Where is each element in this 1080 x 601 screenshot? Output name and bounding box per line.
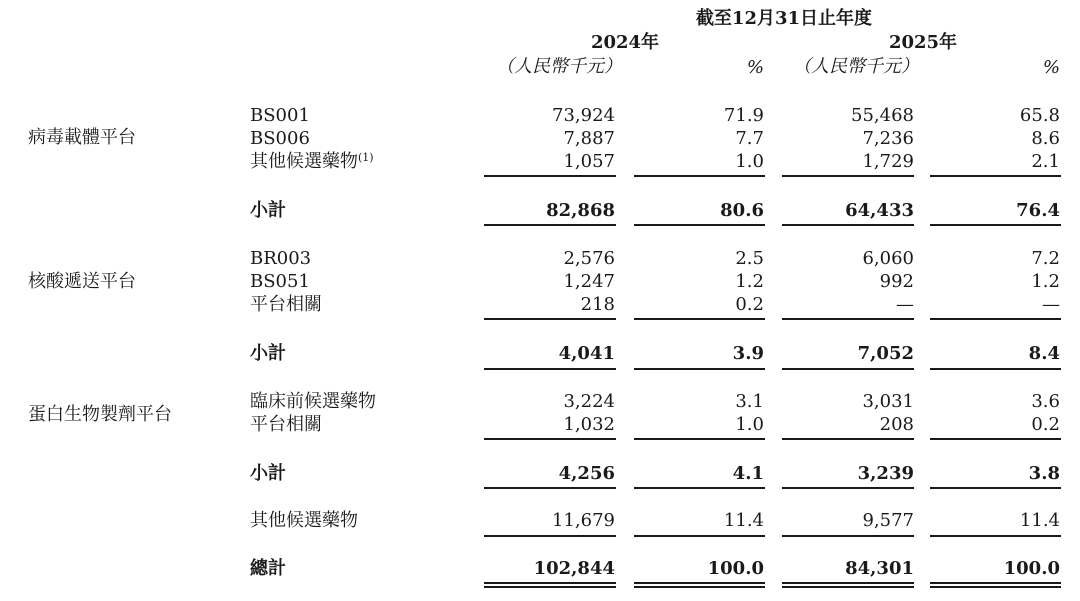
double-rule: [634, 582, 765, 584]
rule: [634, 487, 765, 489]
section-name: 蛋白生物製劑平台: [28, 404, 172, 425]
double-rule: [782, 582, 914, 584]
double-rule: [930, 582, 1061, 584]
cell-value: —: [896, 294, 914, 315]
rule: [634, 535, 765, 537]
cell-value: 55,468: [851, 105, 914, 126]
footnote-marker: (1): [358, 151, 374, 164]
cell-value: 1.0: [735, 151, 764, 172]
rule: [634, 318, 765, 320]
row-label: 平台相關: [250, 294, 322, 315]
cell-value: 1,729: [862, 151, 914, 172]
section-name: 病毒載體平台: [28, 127, 136, 148]
rule: [634, 175, 765, 177]
cell-value: 2.5: [735, 248, 764, 269]
row-label: [250, 151, 374, 173]
cell-value: 9,577: [862, 510, 914, 531]
cell-value: 3,239: [857, 463, 914, 484]
cell-value: 4,256: [558, 463, 615, 484]
cell-value: 992: [879, 271, 914, 292]
cell-value: 3.9: [732, 343, 764, 364]
pct-label-2024: %: [746, 57, 764, 78]
pct-label-2025: %: [1042, 57, 1060, 78]
cell-value: 11.4: [723, 510, 764, 531]
cell-value: 1,032: [563, 414, 615, 435]
cell-value: 1.2: [1031, 271, 1060, 292]
cell-value: 2.1: [1031, 151, 1060, 172]
cell-value: 82,868: [546, 200, 615, 221]
cell-value: 80.6: [720, 200, 764, 221]
cell-value: 7.7: [735, 128, 764, 149]
rule: [484, 175, 616, 177]
double-rule: [782, 586, 914, 588]
rule: [930, 438, 1061, 440]
cell-value: 3,031: [862, 391, 914, 412]
cell-value: 3.6: [1031, 391, 1060, 412]
cell-value: 0.2: [735, 294, 764, 315]
cell-value: 76.4: [1016, 200, 1060, 221]
unit-label-2025: （人民幣千元）: [793, 56, 919, 77]
year-2024-header: 2024年: [590, 32, 660, 53]
cell-value: 1,057: [563, 151, 615, 172]
row-label-text: 其他候選藥物: [250, 151, 358, 172]
row-label: 平台相關: [250, 414, 322, 435]
rule: [782, 224, 914, 226]
year-2025-header: 2025年: [888, 32, 958, 53]
cell-value: 100.0: [1003, 558, 1060, 579]
rule: [930, 535, 1061, 537]
double-rule: [930, 586, 1061, 588]
cell-value: 1.2: [735, 271, 764, 292]
cell-value: 2,576: [563, 248, 615, 269]
cell-value: 208: [879, 414, 914, 435]
cell-value: 65.8: [1019, 105, 1060, 126]
cell-value: 11.4: [1019, 510, 1060, 531]
cell-value: 4.1: [732, 463, 764, 484]
cell-value: 6,060: [862, 248, 914, 269]
cell-value: 1.0: [735, 414, 764, 435]
double-rule: [484, 586, 616, 588]
row-label: 其他候選藥物: [250, 510, 358, 531]
cell-value: 3,224: [563, 391, 615, 412]
cell-value: 3.1: [735, 391, 764, 412]
double-rule: [484, 582, 616, 584]
rule: [484, 318, 616, 320]
cell-value: 4,041: [558, 343, 615, 364]
cell-value: 100.0: [707, 558, 764, 579]
cell-value: 7.2: [1031, 248, 1060, 269]
rule: [634, 224, 765, 226]
cell-value: 71.9: [723, 105, 764, 126]
row-label: BS006: [250, 128, 310, 149]
rule: [484, 535, 616, 537]
row-label: BR003: [250, 248, 312, 269]
cell-value: 3.8: [1028, 463, 1060, 484]
row-label: BS001: [250, 105, 310, 126]
cell-value: 102,844: [533, 558, 615, 579]
rule: [484, 438, 616, 440]
rule: [782, 487, 914, 489]
rule: [930, 487, 1061, 489]
subtotal-label: 小計: [250, 200, 286, 221]
cell-value: 218: [580, 294, 615, 315]
subtotal-label: 小計: [250, 343, 286, 364]
rule: [484, 487, 616, 489]
rule: [930, 368, 1061, 370]
cell-value: 1,247: [563, 271, 615, 292]
total-label: 總計: [250, 558, 286, 579]
cell-value: 64,433: [845, 200, 914, 221]
rule: [484, 224, 616, 226]
rule: [782, 438, 914, 440]
cell-value: 0.2: [1031, 414, 1060, 435]
unit-label-2024: （人民幣千元）: [496, 56, 622, 77]
row-label: BS051: [250, 271, 310, 292]
cell-value: 8.4: [1028, 343, 1060, 364]
rule: [782, 318, 914, 320]
rule: [634, 368, 765, 370]
rule: [930, 318, 1061, 320]
row-label: 臨床前候選藥物: [250, 391, 376, 412]
rule: [782, 368, 914, 370]
period-header: 截至12月31日止年度: [695, 8, 873, 29]
cell-value: —: [1042, 294, 1060, 315]
cell-value: 11,679: [552, 510, 615, 531]
cell-value: 7,887: [563, 128, 615, 149]
rule: [930, 224, 1061, 226]
double-rule: [634, 586, 765, 588]
rule: [782, 175, 914, 177]
rule: [634, 438, 765, 440]
cell-value: 7,236: [862, 128, 914, 149]
subtotal-label: 小計: [250, 463, 286, 484]
rule: [930, 175, 1061, 177]
rule: [782, 535, 914, 537]
cell-value: 7,052: [857, 343, 914, 364]
cell-value: 73,924: [552, 105, 615, 126]
cell-value: 8.6: [1031, 128, 1060, 149]
rule: [484, 368, 616, 370]
cell-value: 84,301: [845, 558, 914, 579]
section-name: 核酸遞送平台: [28, 271, 136, 292]
